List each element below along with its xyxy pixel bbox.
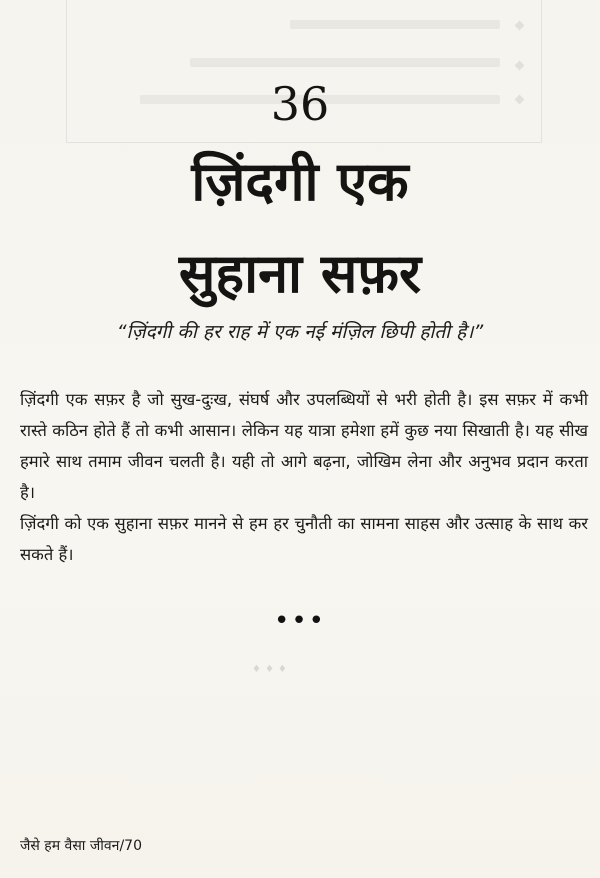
body-paragraph-1: ज़िंदगी एक सफ़र है जो सुख-दुःख, संघर्ष और उपलब्धियों से भरी होती है। इस सफ़र में कभी रास्ते कठिन होते हैं तो कभी आसान। लेकिन यह यात्रा हमेशा हमें कुछ नया सिखाती है। यह सीख हमारे साथ तमाम जीवन चलती है। यही तो आगे बढ़ना, जोखिम लेना और अनुभव प्रदान करता है।	[20, 390, 588, 502]
bleed-through-ornament: ♦♦♦	[252, 664, 291, 675]
body-paragraph-2: ज़िंदगी को एक सुहाना सफ़र मानने से हम हर चुनौती का सामना साहस और उत्साह के साथ कर सकते हैं।	[20, 514, 588, 564]
chapter-body	[20, 384, 588, 570]
page-footer-running-head: जैसे हम वैसा जीवन/70	[20, 838, 142, 854]
chapter-title-line-2: सुहाना सफ़र	[178, 242, 422, 305]
bleed-through-line	[290, 20, 500, 29]
bleed-through-line	[190, 58, 500, 67]
chapter-number: 36	[270, 77, 330, 131]
chapter-title-line-1: ज़िंदगी एक	[191, 150, 409, 213]
section-end-ornament: •••	[273, 606, 326, 636]
chapter-epigraph: “ज़िंदगी की हर राह में एक नई मंज़िल छिपी होती है।”	[116, 321, 484, 343]
